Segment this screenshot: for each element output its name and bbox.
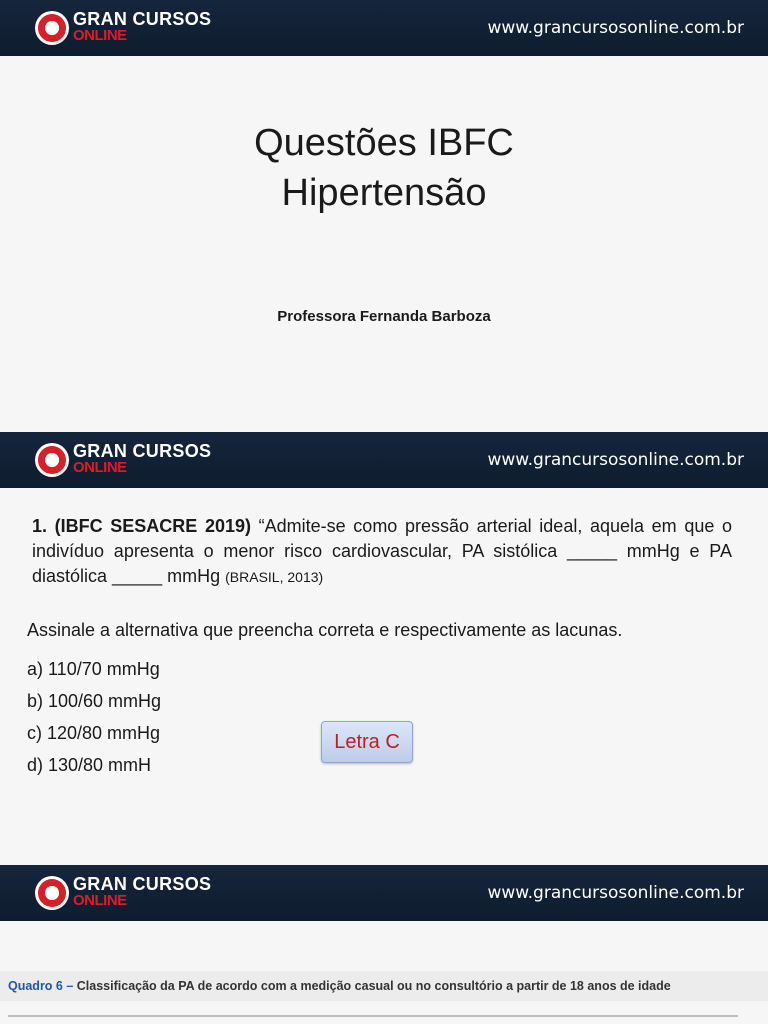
option-b: b) 100/60 mmHg: [27, 691, 162, 711]
logo-line2: ONLINE: [73, 892, 127, 909]
question-instruction: Assinale a alternativa que preencha correta e respectivamente as lacunas.: [27, 620, 623, 640]
option-c: c) 120/80 mmHg: [27, 723, 161, 743]
brand-logo: [35, 11, 215, 45]
header-bar: [0, 432, 768, 488]
question-text: [32, 514, 732, 590]
question-head: 1. (IBFC SESACRE 2019): [32, 516, 251, 536]
logo-line1: GRAN CURSOS: [73, 9, 212, 29]
site-url: www.grancursosonline.com.br: [487, 18, 744, 38]
logo-line1: GRAN CURSOS: [73, 874, 212, 894]
table-caption: [0, 971, 768, 1001]
presentation-title: [0, 118, 768, 218]
slide-title: [0, 0, 768, 432]
brand-logo: [35, 443, 215, 477]
title-line2: Hipertensão: [281, 172, 487, 214]
question-body: “Admite-se como pressão arterial ideal, aquela em que o indivíduo apresenta o menor risco cardiovascular, PA sistólica _____ mmHg e PA diastólica _____ mmHg: [32, 516, 732, 586]
header-bar: [0, 865, 768, 921]
site-url: www.grancursosonline.com.br: [487, 883, 744, 903]
header-bar: [0, 0, 768, 56]
logo-line2: ONLINE: [73, 27, 127, 44]
table-caption-text: Classificação da PA de acordo com a medição casual ou no consultório a partir de 18 anos de idade: [76, 979, 671, 993]
answer-badge: Letra C: [321, 721, 413, 763]
brand-logo: [35, 876, 215, 910]
table-divider: [8, 1015, 738, 1017]
question-source: (BRASIL, 2013): [225, 569, 324, 585]
answer-options: [27, 653, 161, 781]
table-caption-label: Quadro 6 –: [8, 979, 74, 993]
slide-question: [0, 432, 768, 865]
option-a: a) 110/70 mmHg: [27, 659, 160, 679]
brand-g-icon: [35, 876, 69, 910]
logo-line2: ONLINE: [73, 459, 127, 476]
brand-g-icon: [35, 11, 69, 45]
logo-line1: GRAN CURSOS: [73, 441, 212, 461]
brand-g-icon: [35, 443, 69, 477]
site-url: www.grancursosonline.com.br: [487, 450, 744, 470]
title-line1: Questões IBFC: [254, 122, 514, 164]
option-d: d) 130/80 mmH: [27, 755, 152, 775]
author-name: Professora Fernanda Barboza: [277, 308, 491, 325]
slide-table: [0, 865, 768, 1024]
